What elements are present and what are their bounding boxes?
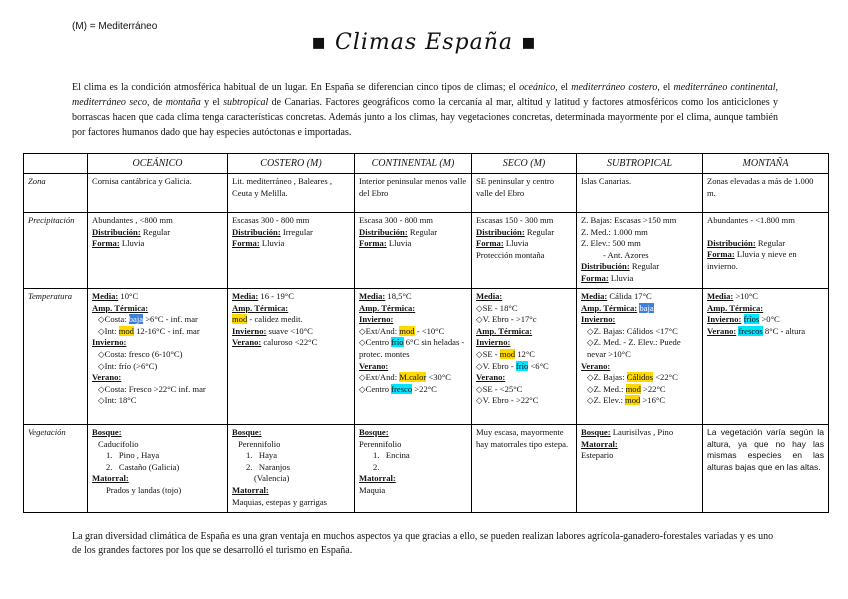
- cell-temp-costero: Media: 16 - 19°C Amp. Térmica: mod - calidez medit. Invierno: suave <10°C Verano: caluroso <22°C: [228, 289, 355, 425]
- row-label-vegetacion: Vegetación: [24, 425, 88, 513]
- header-seco: SECO (M): [472, 154, 577, 174]
- cell-zona-oceanico: Cornisa cantábrica y Galicia.: [88, 174, 228, 213]
- cell-precip-subtropical: Z. Bajas: Escasas >150 mm Z. Med.: 1.000 mm Z. Elev.: 500 mm - Ant. Azores Distribución: Regular Forma: Lluvia: [577, 213, 703, 289]
- footer-paragraph: La gran diversidad climática de España es una gran ventaja en muchos aspectos ya que gracias a ello, se pueden realizan labores agrícola-ganadero-forestales variadas y es uno de los grandes factores por los que se desarrolló el turismo en España.: [72, 531, 774, 556]
- row-label-precipitacion: Precipitación: [24, 213, 88, 289]
- table-row-precipitacion: [24, 213, 829, 289]
- intro-paragraph: El clima es la condición atmosférica habitual de un lugar. En España se diferencian cinco tipos de climas; el oceánico, el mediterráneo costero, el mediterráneo continental, mediterráneo seco, de montaña y el subtropical de Canarias. Factores geográficos como la cercanía al mar, altitud y latitud y factores atmosféricos como los anticiclones y borrascas hacen que cada clima tenga características concretas. Además junto a los climas, hay vegetaciones concretas, determinada mayormente por el clima, aunque también por factores humanos dado que hay especies autóctonas e importadas.: [72, 82, 779, 138]
- cell-temp-subtropical: Media: Cálida 17°C Amp. Térmica: baja Invierno: ◇Z. Bajas: Cálidos <17°C ◇Z. Med. - Z. Elev.: Puede nevar >10°C Verano: ◇Z. Bajas: Cálidos <22°C ◇Z. Med.: mod >22°C ◇Z. Elev.: mod >16°C: [577, 289, 703, 425]
- cell-veg-oceanico: Bosque: Caducifolio 1. Pino , Haya 2. Castaño (Galicia) Matorral: Prados y landas (tojo): [88, 425, 228, 513]
- cell-veg-seco: Muy escasa, mayormente hay matorrales tipo estepa.: [472, 425, 577, 513]
- cell-veg-continental: Bosque: Perennifolio 1. Encina 2. Matorral: Maquia: [355, 425, 472, 513]
- page-title: [0, 30, 848, 55]
- cell-temp-continental: Media: 18,5°C Amp. Térmica: Invierno: ◇Ext/And: mod - <10°C ◇Centro frío 6°C sin heladas - protec. montes Verano: ◇Ext/And: M.calor <30°C ◇Centro fresco >22°C: [355, 289, 472, 425]
- header-continental: CONTINENTAL (M): [355, 154, 472, 174]
- cell-zona-continental: Interior peninsular menos valle del Ebro: [355, 174, 472, 213]
- title-ornament-right: ▪: [521, 30, 537, 55]
- cell-precip-continental: Escasa 300 - 800 mm Distribución: Regular Forma: Lluvia: [355, 213, 472, 289]
- row-label-temperatura: Temperatura: [24, 289, 88, 425]
- header-costero: COSTERO (M): [228, 154, 355, 174]
- title-text: Climas España: [335, 30, 513, 55]
- cell-zona-costero: Lit. mediterráneo , Baleares , Ceuta y Melilla.: [228, 174, 355, 213]
- cell-temp-oceanico: Media: 10°C Amp. Térmica: ◇Costa: baja >6°C - inf. mar ◇Int: mod 12-16°C - inf. mar Invierno: ◇Costa: fresco (6-10°C) ◇Int: frío (>6°C) Verano: ◇Costa: Fresco >22°C inf. mar ◇Int: 18°C: [88, 289, 228, 425]
- cell-precip-costero: Escasas 300 - 800 mm Distribución: Irregular Forma: Lluvia: [228, 213, 355, 289]
- row-label-zona: Zona: [24, 174, 88, 213]
- cell-veg-montana: La vegetación varía según la altura, ya que no hay las mismas especies en las alturas bajas que en las altas.: [703, 425, 829, 513]
- cell-temp-seco: Media: ◇SE - 18°C ◇V. Ebro - >17°c Amp. Térmica: Invierno: ◇SE - mod 12°C ◇V. Ebro - frío <6°C Verano: ◇SE - <25°C ◇V. Ebro - >22°C: [472, 289, 577, 425]
- table-row-temperatura: [24, 289, 829, 425]
- cell-veg-subtropical: Bosque: Laurisilvas , Pino Matorral: Estepario: [577, 425, 703, 513]
- header-subtropical: SUBTROPICAL: [577, 154, 703, 174]
- top-note: (M) = Mediterráneo: [72, 21, 158, 32]
- cell-precip-oceanico: Abundantes , <800 mm Distribución: Regular Forma: Lluvia: [88, 213, 228, 289]
- cell-precip-montana: Abundantes - <1.800 mm Distribución: Regular Forma: Lluvia y nieve en invierno.: [703, 213, 829, 289]
- cell-veg-costero: Bosque: Perennifolio 1. Haya 2. Naranjos (Valencia) Matorral: Maquias, estepas y garrigas: [228, 425, 355, 513]
- cell-temp-montana: Media: >10°C Amp. Térmica: Invierno: fríos >0°C Verano: frescos 8°C - altura: [703, 289, 829, 425]
- header-empty: [24, 154, 88, 174]
- climate-table: [23, 153, 829, 513]
- header-montana: MONTAÑA: [703, 154, 829, 174]
- table-row-vegetacion: [24, 425, 829, 513]
- cell-precip-seco: Escasas 150 - 300 mm Distribución: Regular Forma: Lluvia Protección montaña: [472, 213, 577, 289]
- cell-zona-montana: Zonas elevadas a más de 1.000 m.: [703, 174, 829, 213]
- title-ornament-left: ▪: [311, 30, 327, 55]
- header-oceanico: OCEÁNICO: [88, 154, 228, 174]
- cell-zona-subtropical: Islas Canarias.: [577, 174, 703, 213]
- table-header-row: [24, 154, 829, 174]
- table-row-zona: [24, 174, 829, 213]
- cell-zona-seco: SE peninsular y centro valle del Ebro: [472, 174, 577, 213]
